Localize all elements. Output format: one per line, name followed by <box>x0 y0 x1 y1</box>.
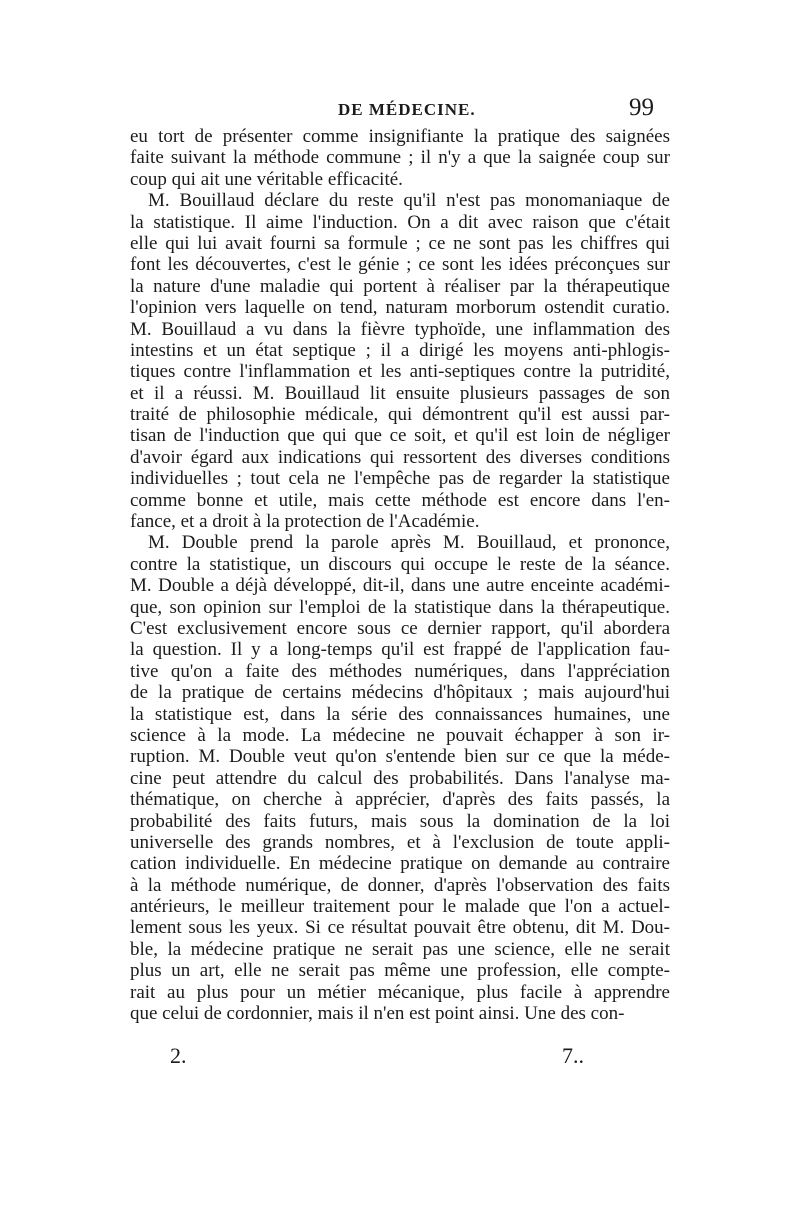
text-line: C'est exclusivement encore sous ce dernier rapport, qu'il abordera <box>130 617 670 639</box>
text-line: tiques contre l'inflammation et les anti-septiques contre la putridité, <box>130 361 670 383</box>
text-line: M. Double a déjà développé, dit-il, dans une autre enceinte académi- <box>130 575 670 597</box>
text-line: plus un art, elle ne serait pas même une profession, elle compte- <box>130 960 670 982</box>
text-line: antérieurs, le meilleur traitement pour le malade que l'on a actuel- <box>130 896 670 918</box>
text-line: cine peut attendre du calcul des probabilités. Dans l'analyse ma- <box>130 767 670 789</box>
text-line: thématique, on cherche à apprécier, d'après des faits passés, la <box>130 789 670 811</box>
signature-mark: 2. <box>170 1043 187 1068</box>
text-line: individuelles ; tout cela ne l'empêche pas de regarder la statistique <box>130 468 670 490</box>
text-line: rait au plus pour un métier mécanique, plus facile à apprendre <box>130 981 670 1003</box>
body-text <box>130 126 670 1024</box>
page-number: 99 <box>629 94 654 121</box>
text-line: probabilité des faits futurs, mais sous la domination de la loi <box>130 810 670 832</box>
text-line: elle qui lui avait fourni sa formule ; ce ne sont pas les chiffres qui <box>130 232 670 254</box>
sheet-mark: 7.. <box>562 1043 584 1068</box>
text-line: que, son opinion sur l'emploi de la statistique dans la thérapeutique. <box>130 596 670 618</box>
text-line: la nature d'une maladie qui portent à réaliser par la thérapeutique <box>130 275 670 297</box>
page-footer <box>130 1043 670 1073</box>
text-line: ruption. M. Double veut qu'on s'entende bien sur ce que la méde- <box>130 746 670 768</box>
text-line: que celui de cordonnier, mais il n'en est point ainsi. Une des con- <box>130 1003 625 1025</box>
text-line: M. Double prend la parole après M. Bouillaud, et prononce, <box>148 532 670 554</box>
text-line: l'opinion vers laquelle on tend, naturam morborum ostendit curatio. <box>130 297 670 319</box>
text-line: intestins et un état septique ; il a dirigé les moyens anti-phlogis- <box>130 339 670 361</box>
text-line: M. Bouillaud déclare du reste qu'il n'est pas monomaniaque de <box>148 190 670 212</box>
text-line: font les découvertes, c'est le génie ; ce sont les idées préconçues sur <box>130 254 670 276</box>
text-line: tive qu'on a faite des méthodes numériques, dans l'appréciation <box>130 660 670 682</box>
text-line: comme bonne et utile, mais cette méthode est encore dans l'en- <box>130 489 670 511</box>
text-line: faite suivant la méthode commune ; il n'y a que la saignée coup sur <box>130 147 670 169</box>
text-line: de la pratique de certains médecins d'hôpitaux ; mais aujourd'hui <box>130 682 670 704</box>
text-line: science à la mode. La médecine ne pouvait échapper à son ir- <box>130 724 670 746</box>
text-line: la statistique. Il aime l'induction. On a dit avec raison que c'était <box>130 211 670 233</box>
text-line: M. Bouillaud a vu dans la fièvre typhoïde, une inflammation des <box>130 318 670 340</box>
text-line: fance, et a droit à la protection de l'Académie. <box>130 511 480 533</box>
text-line: coup qui ait une véritable efficacité. <box>130 168 403 190</box>
text-line: cation individuelle. En médecine pratique on demande au contraire <box>130 853 670 875</box>
text-line: lement sous les yeux. Si ce résultat pouvait être obtenu, dit M. Dou- <box>130 917 670 939</box>
text-line: et il a réussi. M. Bouillaud lit ensuite plusieurs passages de son <box>130 382 670 404</box>
running-title: DE MÉDECINE. <box>338 100 476 119</box>
text-line: universelle des grands nombres, et à l'exclusion de toute appli- <box>130 831 670 853</box>
text-line: contre la statistique, un discours qui occupe le reste de la séance. <box>130 553 670 575</box>
text-line: la statistique est, dans la série des connaissances humaines, une <box>130 703 670 725</box>
text-line: à la méthode numérique, de donner, d'après l'observation des faits <box>130 874 670 896</box>
text-line: d'avoir égard aux indications qui ressortent des diverses conditions <box>130 446 670 468</box>
running-head <box>128 94 658 128</box>
text-line: eu tort de présenter comme insignifiante la pratique des saignées <box>130 126 670 147</box>
text-line: ble, la médecine pratique ne serait pas une science, elle ne serait <box>130 938 670 960</box>
text-line: la question. Il y a long-temps qu'il est frappé de l'application fau- <box>130 639 670 661</box>
text-line: traité de philosophie médicale, qui démontrent qu'il est aussi par- <box>130 404 670 426</box>
text-line: tisan de l'induction que qui que ce soit, et qu'il est loin de négliger <box>130 425 670 447</box>
